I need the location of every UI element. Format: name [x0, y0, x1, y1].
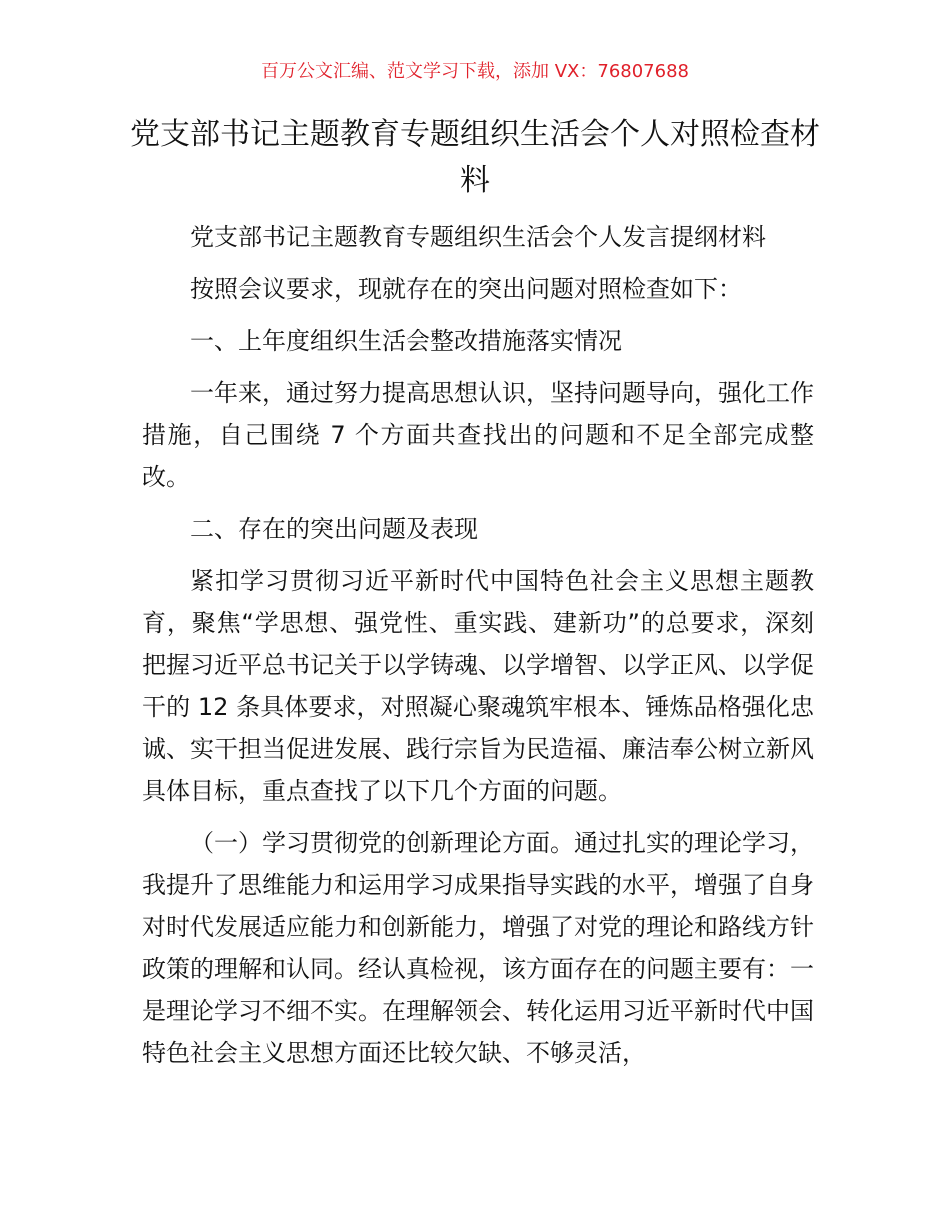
section-heading: 二、存在的突出问题及表现 — [190, 515, 478, 543]
paragraph: 按照会议要求，现就存在的突出问题对照检查如下： — [190, 275, 742, 303]
paragraph: 党支部书记主题教育专题组织生活会个人发言提纲材料 — [190, 223, 766, 251]
document-body — [142, 216, 814, 1084]
paragraph: （一）学习贯彻党的创新理论方面。通过扎实的理论学习，我提升了思维能力和运用学习成果指导实践的水平，增强了自身对时代发展适应能力和创新能力，增强了对党的理论和路线方针政策的理解和认同。经认真检视，该方面存在的问题主要有：一是理论学习不细不实。在理解领会、转化运用习近平新时代中国特色社会主义思想方面还比较欠缺、不够灵活， — [142, 829, 814, 1067]
document-title: 党支部书记主题教育专题组织生活会个人对照检查材料 — [130, 117, 820, 198]
paragraph: 紧扣学习贯彻习近平新时代中国特色社会主义思想主题教育，聚焦“学思想、强党性、重实践、建新功”的总要求，深刻把握习近平总书记关于以学铸魂、以学增智、以学正风、以学促干的 12 条具体要求，对照凝心聚魂筑牢根本、锤炼品格强化忠诚、实干担当促进发展、践行宗旨为民造福、廉洁奉公树立新风具体目标，重点查找了以下几个方面的问题。 — [142, 567, 814, 805]
watermark-header: 百万公文汇编、范文学习下载，添加 VX：76807688 — [261, 61, 689, 82]
paragraph: 一年来，通过努力提高思想认识，坚持问题导向，强化工作措施，自己围绕 7 个方面共查找出的问题和不足全部完成整改。 — [142, 379, 814, 491]
section-heading: 一、上年度组织生活会整改措施落实情况 — [190, 327, 622, 355]
